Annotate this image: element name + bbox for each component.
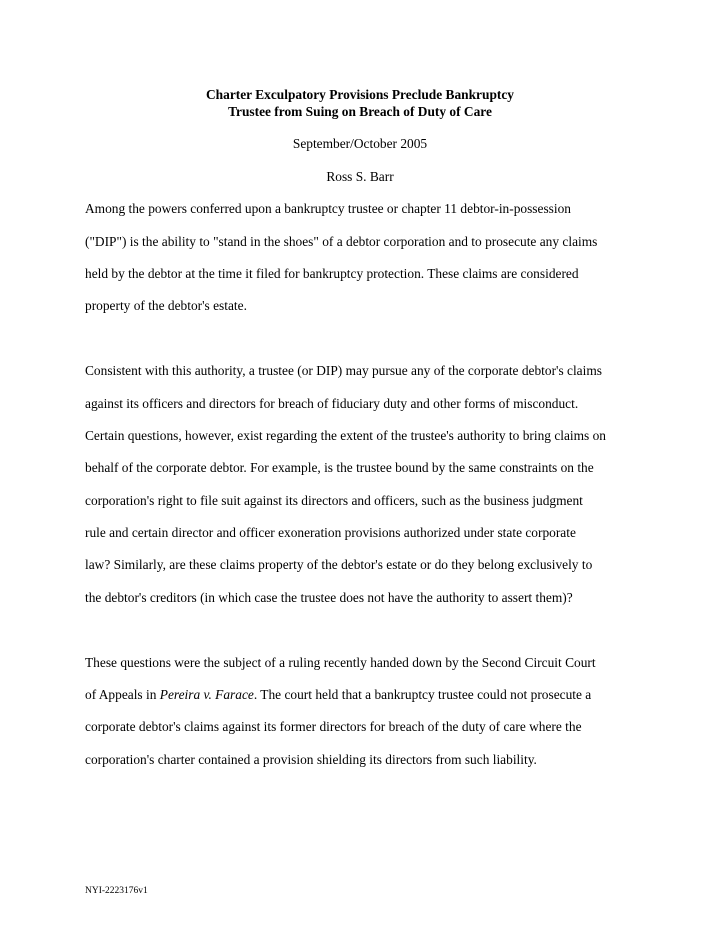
paragraph-3-line-2 xyxy=(85,686,591,703)
paragraph-1-line-3: held by the debtor at the time it filed for bankruptcy protection. These claims are considered xyxy=(85,266,579,281)
paragraph-3-line-1: These questions were the subject of a ruling recently handed down by the Second Circuit Court xyxy=(85,655,596,670)
paragraph-2-line-1: Consistent with this authority, a trustee (or DIP) may pursue any of the corporate debtor's claims xyxy=(85,363,602,378)
case-name: Pereira v. Farace xyxy=(159,687,254,702)
document-footer-id: NYI-2223176v1 xyxy=(85,886,148,896)
author-name: Ross S. Barr xyxy=(326,169,394,184)
paragraph-2-line-7: law? Similarly, are these claims property of the debtor's estate or do they belong exclusively to xyxy=(85,557,593,572)
paragraph-2-line-4: behalf of the corporate debtor. For example, is the trustee bound by the same constraints on the xyxy=(85,460,594,475)
paragraph-2-line-3: Certain questions, however, exist regarding the extent of the trustee's authority to bring claims on xyxy=(85,428,607,443)
paragraph-3-line-2-end: . The court held that a bankruptcy trustee could not prosecute a xyxy=(253,687,592,702)
paragraph-1-line-1: Among the powers conferred upon a bankruptcy trustee or chapter 11 debtor-in-possession xyxy=(85,201,571,216)
publication-date: September/October 2005 xyxy=(292,136,428,151)
title-line-2: Trustee from Suing on Breach of Duty of Care xyxy=(228,104,492,119)
paragraph-2-line-6: rule and certain director and officer exoneration provisions authorized under state corporate xyxy=(85,525,576,540)
paragraph-1-line-4: property of the debtor's estate. xyxy=(85,298,247,313)
paragraph-1-line-2: ("DIP") is the ability to "stand in the shoes" of a debtor corporation and to prosecute any claims xyxy=(85,234,598,249)
paragraph-2-line-2: against its officers and directors for breach of fiduciary duty and other forms of misconduct. xyxy=(85,396,579,411)
title-line-1: Charter Exculpatory Provisions Preclude Bankruptcy xyxy=(206,87,514,102)
paragraph-3-line-2-start: of Appeals in xyxy=(85,687,160,702)
paragraph-2-line-8: the debtor's creditors (in which case the trustee does not have the authority to assert them)? xyxy=(85,590,573,605)
paragraph-2-line-5: corporation's right to file suit against its directors and officers, such as the business judgment xyxy=(85,493,583,508)
paragraph-3-line-3: corporate debtor's claims against its former directors for breach of the duty of care where the xyxy=(85,719,582,734)
paragraph-3-line-4: corporation's charter contained a provision shielding its directors from such liability. xyxy=(85,752,537,767)
